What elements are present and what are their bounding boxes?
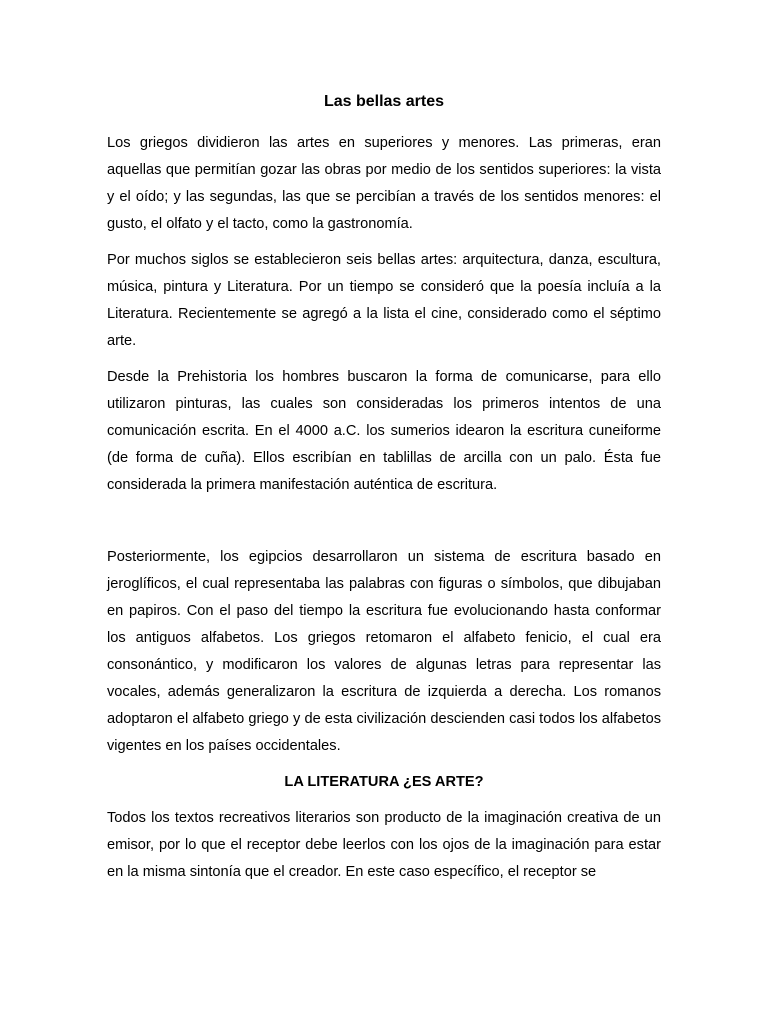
paragraph-greek-arts: Los griegos dividieron las artes en superiores y menores. Las primeras, eran aquellas que permitían gozar las obras por medio de los sentidos superiores: la vista y el oído; y las segundas, las que se percibían a través de los sentidos menores: el gusto, el olfato y el tacto, como la gastronomía. [107, 135, 661, 232]
paragraph-egyptian-writing: Posteriormente, los egipcios desarrollaron un sistema de escritura basado en jeroglíficos, el cual representaba las palabras con figuras o símbolos, que dibujaban en papiros. Con el paso del tiempo la escritura fue evolucionando hasta conformar los antiguos alfabetos. Los griegos retomaron el alfabeto fenicio, el cual era consonántico, y modificaron los valores de algunas letras para representar las vocales, además generalizaron la escritura de izquierda a derecha. Los romanos adoptaron el alfabeto griego y de esta civilización descienden casi todos los alfabetos vigentes en los países occidentales. [107, 549, 661, 754]
document-title: Las bellas artes [323, 93, 445, 110]
paragraph-prehistory-writing: Desde la Prehistoria los hombres buscaron la forma de comunicarse, para ello utilizaron pinturas, las cuales son consideradas los primeros intentos de una comunicación escrita. En el 4000 a.C. los sumerios idearon la escritura cuneiforme (de forma de cuña). Ellos escribían en tablillas de arcilla con un palo. Ésta fue considerada la primera manifestación auténtica de escritura. [107, 369, 661, 493]
document-page [107, 90, 661, 895]
paragraph-literature-art: Todos los textos recreativos literarios son producto de la imaginación creativa de un emisor, por lo que el receptor debe leerlos con los ojos de la imaginación para estar en la misma sintonía que el creador. En este caso específico, el receptor se [107, 810, 661, 880]
paragraph-six-fine-arts: Por muchos siglos se establecieron seis bellas artes: arquitectura, danza, escultura, música, pintura y Literatura. Por un tiempo se consideró que la poesía incluía a la Literatura. Recientemente se agregó a la lista el cine, considerado como el séptimo arte. [107, 252, 661, 349]
section-subtitle: LA LITERATURA ¿ES ARTE? [284, 774, 484, 790]
